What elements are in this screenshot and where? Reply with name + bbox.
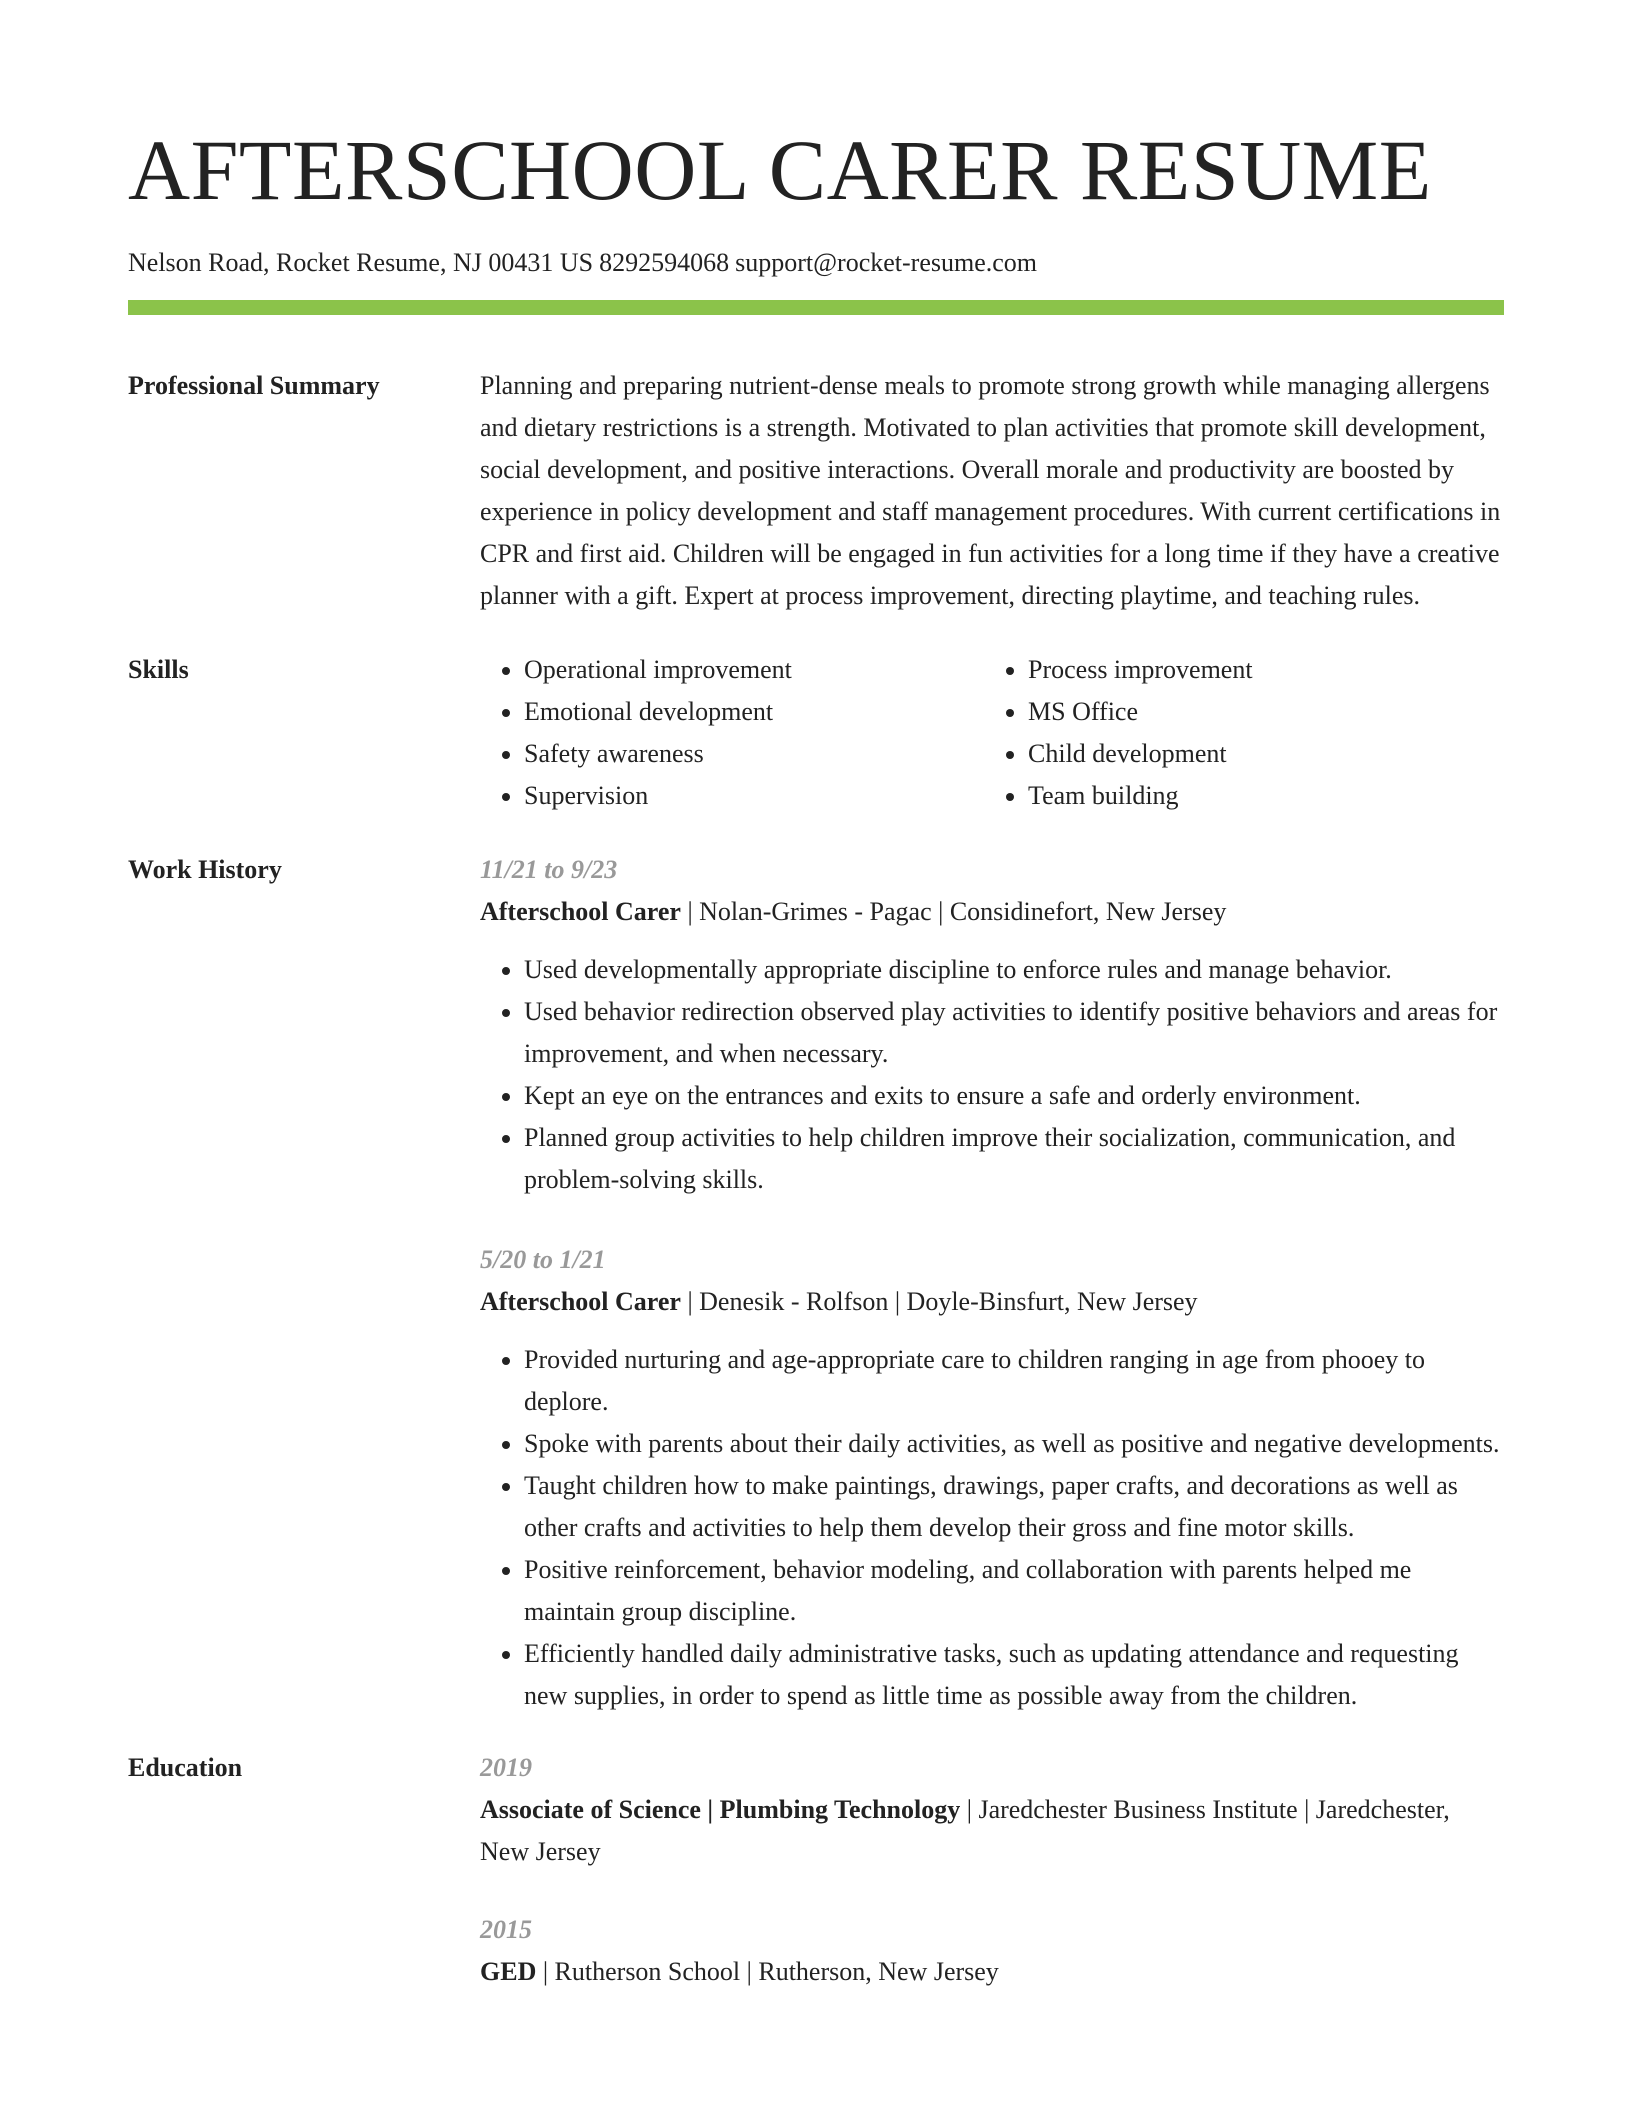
job-details: | Denesik - Rolfson | Doyle-Binsfurt, New Jersey bbox=[680, 1287, 1198, 1316]
resume-title: AFTERSCHOOL CARER RESUME bbox=[128, 122, 1432, 218]
education-degree: Associate of Science | Plumbing Technology bbox=[480, 1795, 961, 1824]
skill-item: • Process improvement bbox=[1028, 649, 1488, 691]
education-body bbox=[480, 1747, 1504, 1993]
skills-label: Skills bbox=[128, 655, 189, 684]
job-title: Afterschool Carer bbox=[480, 897, 681, 926]
education-details: | Jaredchester Business Institute | Jaredchester, New Jersey bbox=[480, 1795, 1450, 1866]
skill-item: • Emotional development bbox=[524, 691, 984, 733]
work-history-body bbox=[480, 849, 1504, 1717]
job-bullet: • Positive reinforcement, behavior modeling, and collaboration with parents helped me maintain group discipline. bbox=[524, 1549, 1504, 1633]
job-bullet: • Taught children how to make paintings, drawings, paper crafts, and decorations as well as other crafts and activities to help them develop their gross and fine motor skills. bbox=[524, 1465, 1504, 1549]
education-label: Education bbox=[128, 1753, 243, 1782]
education-heading bbox=[480, 1789, 1504, 1873]
skill-item: • Team building bbox=[1028, 775, 1488, 817]
job-title: Afterschool Carer bbox=[480, 1287, 681, 1316]
skill-item: • MS Office bbox=[1028, 691, 1488, 733]
job-bullet: • Used developmentally appropriate discipline to enforce rules and manage behavior. bbox=[524, 949, 1504, 991]
job-heading bbox=[480, 891, 1504, 933]
job-heading bbox=[480, 1281, 1504, 1323]
contact-line bbox=[128, 246, 1504, 280]
education-entry bbox=[480, 1747, 1504, 1873]
skills-list-right bbox=[984, 649, 1488, 817]
job-bullet: • Provided nurturing and age-appropriate care to children ranging in age from phooey to deplore. bbox=[524, 1339, 1504, 1423]
skill-item: • Safety awareness bbox=[524, 733, 984, 775]
job-bullet: • Kept an eye on the entrances and exits to ensure a safe and orderly environment. bbox=[524, 1075, 1504, 1117]
job-bullet: • Spoke with parents about their daily activities, as well as positive and negative developments. bbox=[524, 1423, 1504, 1465]
contact-phone: 8292594068 bbox=[599, 248, 730, 277]
resume-page bbox=[128, 0, 1504, 1993]
header-divider bbox=[128, 300, 1504, 315]
skills-list-left bbox=[480, 649, 984, 817]
skill-item: • Supervision bbox=[524, 775, 984, 817]
summary-body bbox=[480, 365, 1504, 617]
job-bullets bbox=[480, 1339, 1504, 1717]
education-section bbox=[128, 1747, 1504, 1993]
job-entry bbox=[480, 1239, 1504, 1717]
summary-section bbox=[128, 365, 1504, 617]
contact-address: Nelson Road, Rocket Resume, NJ 00431 US bbox=[128, 248, 594, 277]
job-details: | Nolan-Grimes - Pagac | Considinefort, New Jersey bbox=[680, 897, 1227, 926]
skill-item: • Operational improvement bbox=[524, 649, 984, 691]
job-entry bbox=[480, 849, 1504, 1201]
skill-item: • Child development bbox=[1028, 733, 1488, 775]
job-bullet: • Planned group activities to help children improve their socialization, communication, and problem-solving skills. bbox=[524, 1117, 1504, 1201]
education-year: 2015 bbox=[480, 1915, 532, 1944]
skills-section bbox=[128, 649, 1504, 817]
education-details: | Rutherson School | Rutherson, New Jersey bbox=[536, 1957, 999, 1986]
job-bullet: • Used behavior redirection observed play activities to identify positive behaviors and areas for improvement, and when necessary. bbox=[524, 991, 1504, 1075]
summary-label: Professional Summary bbox=[128, 371, 380, 400]
work-history-label: Work History bbox=[128, 855, 282, 884]
education-entry bbox=[480, 1909, 1504, 1993]
education-heading bbox=[480, 1951, 1504, 1993]
job-bullets bbox=[480, 949, 1504, 1201]
education-year: 2019 bbox=[480, 1753, 532, 1782]
skills-body bbox=[480, 649, 1504, 817]
job-dates: 5/20 to 1/21 bbox=[480, 1245, 606, 1274]
job-dates: 11/21 to 9/23 bbox=[480, 855, 618, 884]
job-bullet: • Efficiently handled daily administrative tasks, such as updating attendance and requesting new supplies, in order to spend as little time as possible away from the children. bbox=[524, 1633, 1504, 1717]
education-degree: GED bbox=[480, 1957, 537, 1986]
work-history-section bbox=[128, 849, 1504, 1717]
contact-email: support@rocket-resume.com bbox=[735, 248, 1038, 277]
summary-text: Planning and preparing nutrient-dense meals to promote strong growth while managing allergens and dietary restrictions is a strength. Motivated to plan activities that promote skill development, social development, and positive interactions. Overall morale and productivity are boosted by experience in policy development and staff management procedures. With current certifications in CPR and first aid. Children will be engaged in fun activities for a long time if they have a creative planner with a gift. Expert at process improvement, directing playtime, and teaching rules. bbox=[480, 371, 1501, 610]
